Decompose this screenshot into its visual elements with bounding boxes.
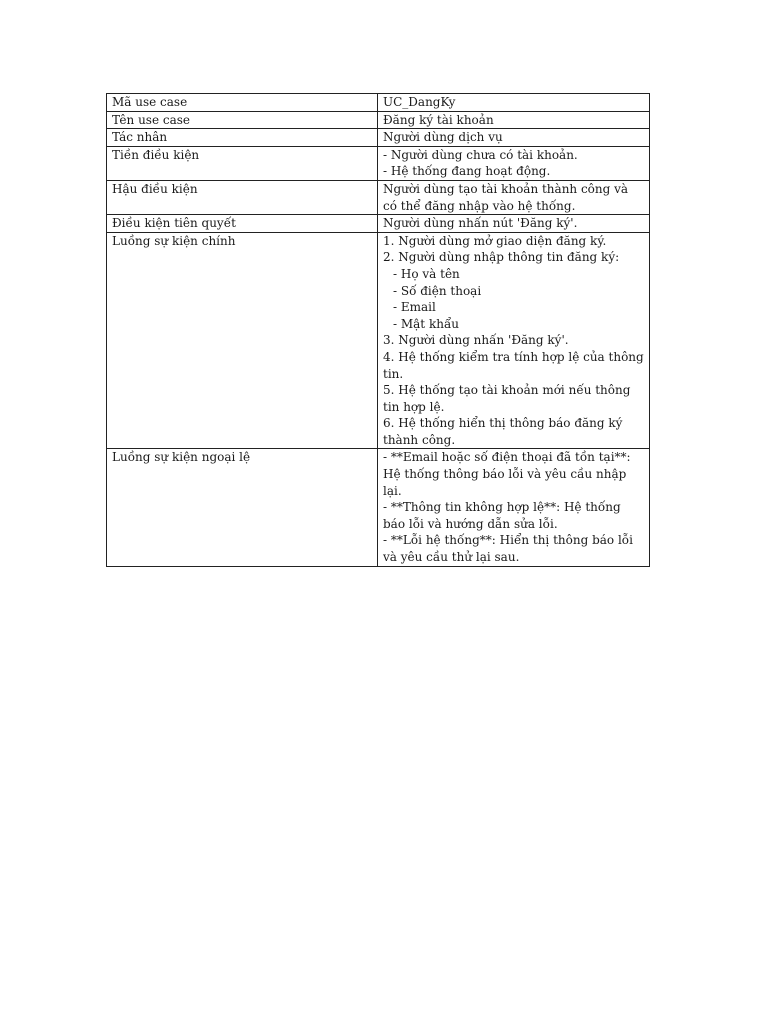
row-label: Tác nhân — [107, 129, 378, 147]
row-label: Mã use case — [107, 94, 378, 112]
value-line: Người dùng nhấn nút 'Đăng ký'. — [383, 216, 578, 231]
row-value — [378, 215, 650, 233]
row-value — [378, 232, 650, 449]
table-row — [107, 129, 650, 147]
row-value — [378, 94, 650, 112]
value-line: 4. Hệ thống kiểm tra tính hợp lệ của thông tin. — [383, 349, 648, 381]
row-label: Tiền điều kiện — [107, 146, 378, 180]
table-row — [107, 94, 650, 112]
row-label: Luồng sự kiện ngoại lệ — [107, 449, 378, 566]
table-row — [107, 146, 650, 180]
value-line: - Số điện thoại — [393, 283, 482, 298]
row-label: Hậu điều kiện — [107, 180, 378, 214]
value-line: 3. Người dùng nhấn 'Đăng ký'. — [383, 333, 569, 348]
value-line: Người dùng dịch vụ — [383, 130, 503, 145]
row-label: Luồng sự kiện chính — [107, 232, 378, 449]
value-line: 5. Hệ thống tạo tài khoản mới nếu thông tin hợp lệ. — [383, 383, 635, 414]
use-case-table — [106, 93, 650, 567]
value-line: - **Lỗi hệ thống**: Hiển thị thông báo lỗi và yêu cầu thử lại sau. — [383, 533, 637, 565]
value-line: Đăng ký tài khoản — [383, 112, 494, 127]
table-row — [107, 232, 650, 449]
value-line: - Mật khẩu — [393, 316, 460, 331]
row-label: Tên use case — [107, 111, 378, 129]
table-row — [107, 180, 650, 214]
value-line: UC_DangKy — [383, 95, 456, 109]
value-line: 6. Hệ thống hiển thị thông báo đăng ký thành công. — [383, 416, 627, 447]
row-label: Điều kiện tiên quyết — [107, 215, 378, 233]
row-value — [378, 129, 650, 147]
value-line: - Người dùng chưa có tài khoản. — [383, 147, 578, 162]
value-line: - **Thông tin không hợp lệ**: Hệ thống báo lỗi và hướng dẫn sửa lỗi. — [383, 500, 625, 531]
value-line: - Email — [393, 300, 436, 315]
value-line: Người dùng tạo tài khoản thành công và có thể đăng nhập vào hệ thống. — [383, 181, 632, 213]
value-line: - Họ và tên — [393, 266, 460, 281]
value-line: - **Email hoặc số điện thoại đã tồn tại**: Hệ thống thông báo lỗi và yêu cầu nhập lại. — [383, 450, 635, 498]
table-row — [107, 449, 650, 566]
table-row — [107, 215, 650, 233]
row-value — [378, 449, 650, 566]
row-value — [378, 180, 650, 214]
row-value — [378, 146, 650, 180]
value-line: 2. Người dùng nhập thông tin đăng ký: — [383, 250, 620, 265]
value-line: - Hệ thống đang hoạt động. — [383, 164, 551, 179]
table-row — [107, 111, 650, 129]
row-value — [378, 111, 650, 129]
value-line: 1. Người dùng mở giao diện đăng ký. — [383, 233, 607, 248]
